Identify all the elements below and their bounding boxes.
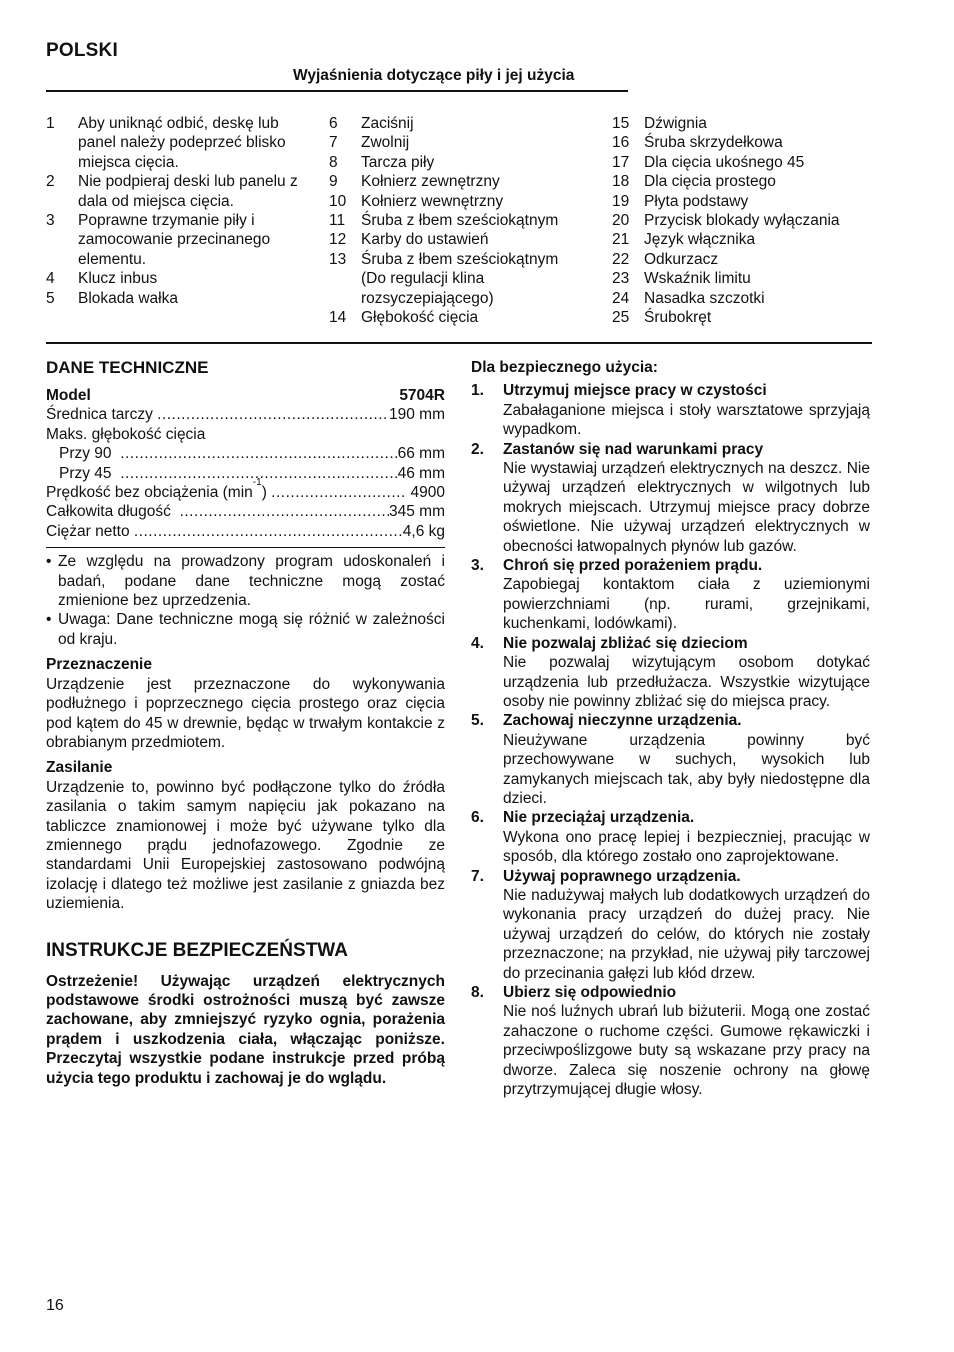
- part-item: 6 Zaciśnij: [329, 115, 414, 132]
- part-item: 23 Wskaźnik limitu: [612, 270, 751, 288]
- spec-overall-length: Całkowita długość ..... 345 mm: [46, 502, 445, 521]
- spec-max-depth: Maks. głębokość cięcia: [46, 425, 206, 443]
- section-subtitle: Wyjaśnienia dotyczące piły i jej użycia: [293, 67, 575, 84]
- left-column: [46, 358, 445, 1088]
- right-column: [471, 358, 870, 1099]
- spec-note: • Uwaga: Dane techniczne mogą się różnić w zależności od kraju.: [46, 611, 445, 648]
- part-item: 9 Kołnierz zewnętrzny: [329, 173, 500, 191]
- power-text: Urządzenie to, powinno być podłączone tylko do źródła zasilania o takim samym napięciu jak pokazano na tabliczce znamionowej i może być używane tylko dla zmiennego prądu jednofazowego. Zgodnie ze standardami Unii Europejskiej zastosowano podwójną izolację i dlatego też możliwe jest zasilanie z gniazda bez uziemienia.: [46, 778, 445, 913]
- spec-blade-diameter: Średnica tarczy ..... 190 mm: [46, 405, 445, 424]
- middle-divider: [46, 342, 872, 344]
- spec-note: • Ze względu na prowadzony program udoskonaleń i badań, podane dane techniczne mogą zostać zmienione bez uprzedzenia.: [46, 553, 445, 610]
- part-item: 14 Głębokość cięcia: [329, 309, 479, 327]
- safety-rule: 6. Nie przeciążaj urządzenia. Wykona ono pracę lepiej i bezpieczniej, pracując w sposób, dla którego zostało ono zaprojektowane.: [471, 809, 870, 866]
- part-item: 20 Przycisk blokady wyłączania: [612, 212, 840, 230]
- safety-heading: INSTRUKCJE BEZPIECZEŃSTWA: [46, 939, 348, 961]
- part-item: 21 Język włącznika: [612, 231, 756, 249]
- spec-at-45: Przy 45 ..... 46 mm: [46, 464, 445, 483]
- part-item: 2 Nie podpieraj deski lub panelu z dala od miejsca cięcia.: [46, 173, 298, 210]
- safety-rule: 5. Zachowaj nieczynne urządzenia. Nieużywane urządzenia powinny być przechowywane w suchych, wysokich lub zamykanych miejscach tak, aby były niedostępne dla dzieci.: [471, 712, 870, 807]
- top-divider: [46, 90, 628, 92]
- part-item: 11 Śruba z łbem sześciokątnym: [329, 212, 559, 230]
- purpose-text: Urządzenie jest przeznaczone do wykonywania podłużnego i poprzecznego cięcia prostego oraz cięcia pod kątem do 45 w drewnie, będąc w trwałym kontakcie z obrabianym przedmiotem.: [46, 675, 445, 751]
- part-item: 24 Nasadka szczotki: [612, 289, 765, 307]
- part-item: 17 Dla cięcia ukośnego 45: [612, 153, 805, 171]
- spec-no-load-speed: Prędkość bez obciążenia (min -1 ) ..... 4900: [46, 483, 445, 502]
- part-item: 13 Śruba z łbem sześciokątnym (Do regulacji klina rozsyczepiającego): [329, 250, 559, 307]
- part-item: 3 Poprawne trzymanie piły i zamocowanie przecinanego elementu.: [46, 212, 271, 268]
- purpose-heading: Przeznaczenie: [46, 656, 152, 674]
- safety-rule: 1. Utrzymuj miejsce pracy w czystości Zabałaganione miejsca i stoły warsztatowe sprzyjają wypadkom.: [471, 382, 870, 439]
- safety-warning: Ostrzeżenie! Używając urządzeń elektrycznych podstawowe środki ostrożności muszą być zawsze zachowane, aby zmniejszyć ryzyko ognia, porażenia prądem i uszkodzenia ciała, włączając poniższe. Przeczytaj wszystkie podane instrukcje przed próbą użycia tego produktu i zachowaj je do wglądu.: [46, 972, 445, 1087]
- specs-divider: [46, 547, 445, 548]
- safety-rule: 7. Używaj poprawnego urządzenia. Nie nadużywaj małych lub dodatkowych urządzeń do wykonania pracy urządzeń do dużej pracy. Nie używaj urządzeń do celów, do których nie zostały przeznaczone; na przykład, nie używaj piły tarczowej do przecinania gałęzi lub kłód drzew.: [471, 867, 870, 982]
- spec-net-weight: Ciężar netto ..... 4,6 kg: [46, 522, 445, 541]
- power-heading: Zasilanie: [46, 759, 113, 777]
- part-item: 10 Kołnierz wewnętrzny: [329, 192, 504, 210]
- spec-model: Model 5704R: [46, 387, 445, 404]
- part-item: 16 Śruba skrzydełkowa: [612, 134, 783, 152]
- safety-rule: 4. Nie pozwalaj zbliżać się dzieciom Nie pozwalaj wizytującym osobom dotykać urządzenia lub przedłużacza. Wszystkie wizytujące osoby nie powinny zbliżać się do miejsca pracy.: [471, 634, 870, 710]
- safety-rule: 2. Zastanów się nad warunkami pracy Nie wystawiaj urządzeń elektrycznych na deszcz. Nie używaj urządzeń elektrycznych w wilgotnych lub mokrych miejscach. Utrzymuj miejsce pracy dobrze oświetlone. Nie używaj urządzeń elektrycznych w obecności łatwopalnych płynów lub gazów.: [471, 440, 870, 555]
- part-item: 19 Płyta podstawy: [612, 192, 749, 210]
- part-item: 4 Klucz inbus: [46, 270, 158, 288]
- safe-use-heading: Dla bezpiecznego użycia:: [471, 359, 658, 376]
- part-item: 8 Tarcza piły: [329, 153, 435, 171]
- part-item: 15 Dźwignia: [612, 115, 707, 132]
- parts-list-col3: [612, 114, 892, 327]
- page-number: 16: [46, 1297, 64, 1314]
- spec-at-90: Przy 90 ..... 66 mm: [46, 444, 445, 463]
- part-item: 22 Odkurzacz: [612, 250, 719, 268]
- safety-rule: 8. Ubierz się odpowiednio Nie noś luźnych ubrań lub biżuterii. Mogą one zostać zahaczone o ruchome części. Gumowe rękawiczki i przeciwpoślizgowe buty są wskazane przy pracy na dworze. Zaleca się noszenie ochrony na głowę przytrzymującej długie włosy.: [471, 984, 870, 1099]
- specs-heading: DANE TECHNICZNE: [46, 358, 209, 377]
- part-item: 5 Blokada wałka: [46, 289, 178, 307]
- part-item: 1 Aby uniknąć odbić, deskę lub panel należy podeprzeć blisko miejsca cięcia.: [46, 115, 286, 171]
- parts-list-col1: [46, 114, 308, 308]
- part-item: 25 Śrubokręt: [612, 309, 712, 327]
- parts-list-col2: [329, 114, 591, 327]
- part-item: 7 Zwolnij: [329, 134, 410, 152]
- part-item: 18 Dla cięcia prostego: [612, 173, 776, 191]
- safety-rule: 3. Chroń się przed porażeniem prądu. Zapobiegaj kontaktom ciała z uziemionymi powierzchniami (np. rurami, grzejnikami, kuchenkami, lodówkami).: [471, 557, 870, 633]
- part-item: 12 Karby do ustawień: [329, 231, 489, 249]
- language-heading: POLSKI: [46, 40, 118, 61]
